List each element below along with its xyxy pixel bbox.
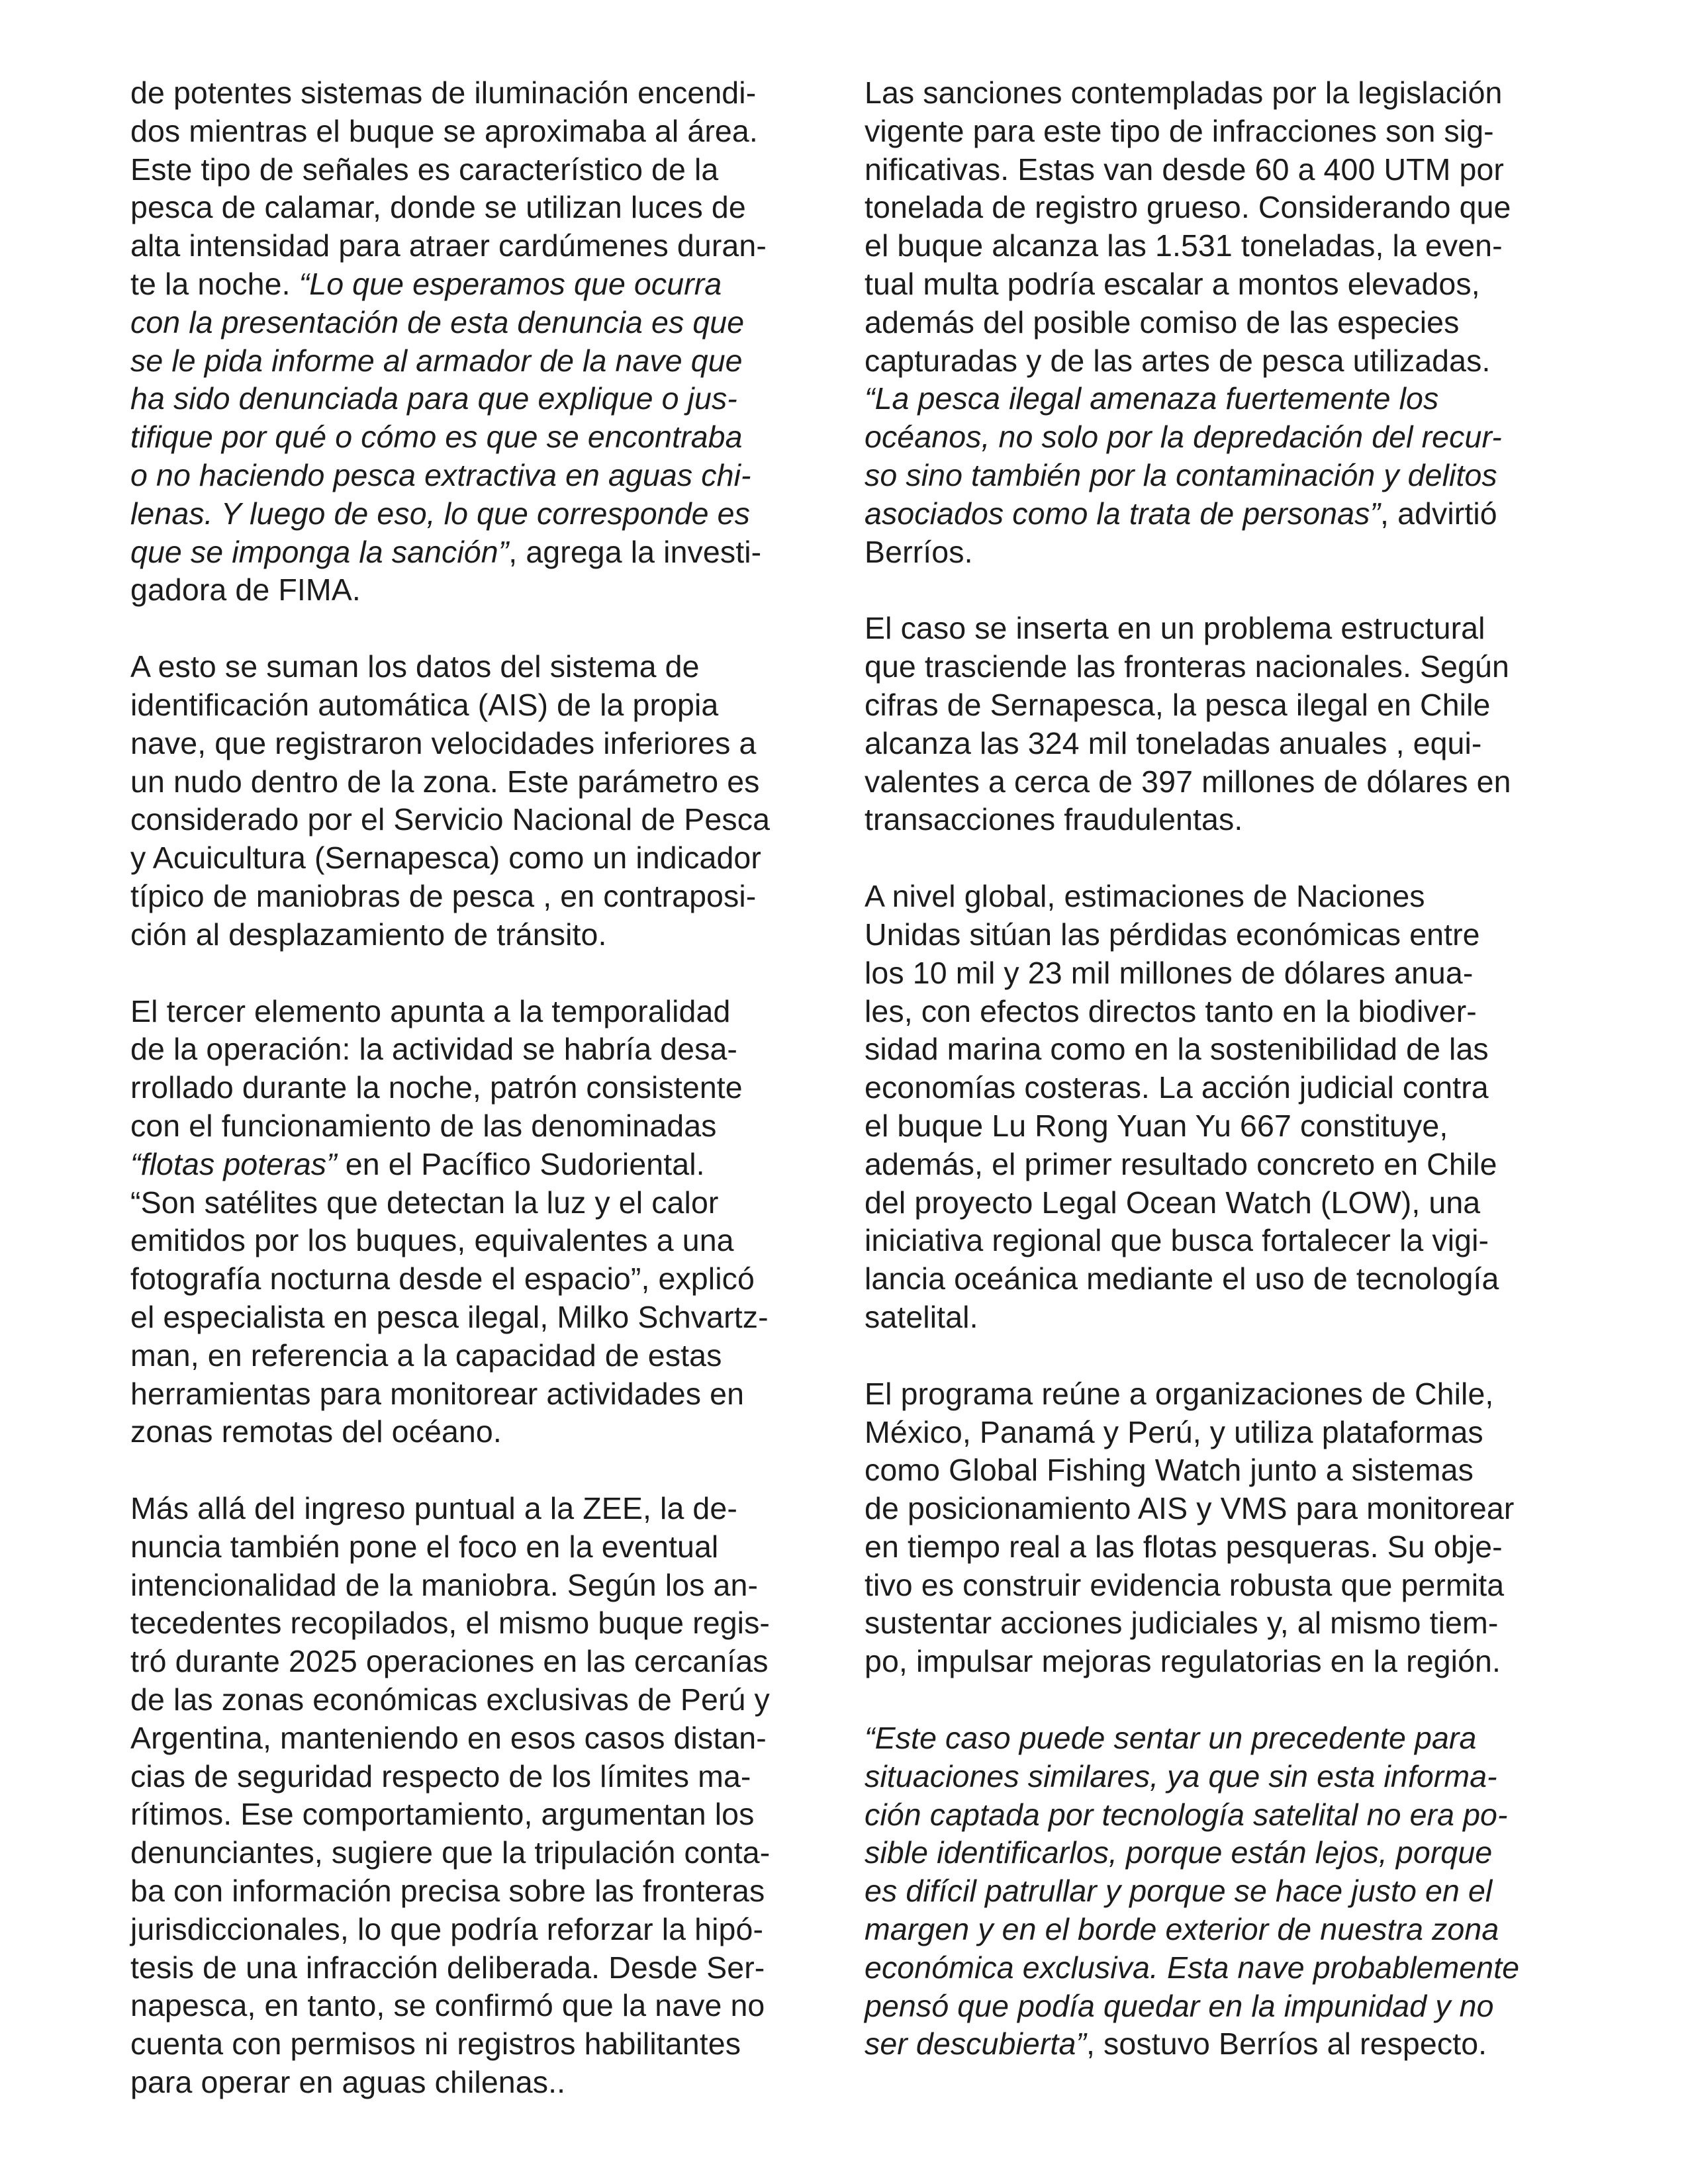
body-text: además del posible comiso de las especies — [865, 304, 1460, 340]
text-line — [130, 380, 832, 418]
text-line — [130, 763, 832, 801]
body-text: Berríos. — [865, 534, 973, 569]
body-text: cuenta con permisos ni registros habilitantes — [130, 2026, 741, 2062]
body-text: les, con efectos directos tanto en la biodiver- — [865, 993, 1477, 1028]
body-text: rítimos. Ese comportamiento, argumentan los — [130, 1797, 755, 1832]
article-paragraph — [130, 993, 832, 1452]
text-line — [130, 74, 832, 113]
body-text: vigente para este tipo de infracciones son sig- — [865, 113, 1494, 148]
quote-text: que se imponga la sanción” — [130, 534, 509, 569]
body-text: cias de seguridad respecto de los límites ma- — [130, 1758, 751, 1794]
body-text: con el funcionamiento de las denominadas — [130, 1108, 717, 1143]
article-paragraph — [130, 648, 832, 954]
article-paragraph — [865, 610, 1593, 839]
body-text: cifras de Sernapesca, la pesca ilegal en Chile — [865, 687, 1491, 722]
text-line — [865, 1069, 1593, 1107]
text-line — [130, 265, 832, 304]
body-text: fotografía nocturna desde el espacio”, explicó — [130, 1261, 755, 1297]
text-line — [865, 151, 1593, 189]
body-text: de potentes sistemas de iluminación encendi- — [130, 75, 757, 110]
body-text: satelital. — [865, 1299, 978, 1334]
body-text: El tercer elemento apunta a la temporalidad — [130, 993, 731, 1028]
text-line — [130, 648, 832, 686]
body-text: gadora de FIMA. — [130, 572, 361, 608]
text-line — [130, 1872, 832, 1911]
text-line — [865, 1107, 1593, 1146]
text-line — [865, 1375, 1593, 1414]
text-line — [865, 418, 1593, 457]
text-line — [865, 1260, 1593, 1298]
text-line — [130, 1413, 832, 1451]
text-line — [865, 2025, 1593, 2064]
text-line — [865, 916, 1593, 954]
text-line — [130, 1987, 832, 2025]
body-text: un nudo dentro de la zona. Este parámetro es — [130, 764, 760, 799]
body-text: Las sanciones contempladas por la legislación — [865, 75, 1503, 110]
body-text: el especialista en pesca ilegal, Milko Schvartz- — [130, 1299, 769, 1334]
text-line — [130, 1604, 832, 1643]
article-paragraph — [865, 1375, 1593, 1681]
body-text: Este tipo de señales es característico de la — [130, 152, 719, 187]
right-column — [865, 74, 1593, 2102]
text-line — [865, 1643, 1593, 1681]
body-text: y Acuicultura (Sernapesca) como un indicador — [130, 841, 761, 876]
body-text: el buque alcanza las 1.531 toneladas, la even- — [865, 228, 1503, 263]
text-line — [130, 1758, 832, 1796]
quote-text: pensó que podía quedar en la impunidad y no — [865, 1988, 1494, 2023]
body-text: en el Pacífico Sudoriental. — [336, 1146, 705, 1181]
body-text: Más allá del ingreso puntual a la ZEE, la de- — [130, 1491, 737, 1526]
quote-text: económica exclusiva. Esta nave probablemente — [865, 1950, 1520, 1985]
body-text: nuncia también pone el foco en la eventual — [130, 1529, 719, 1564]
text-line — [130, 1107, 832, 1146]
body-text: te la noche. — [130, 266, 299, 301]
text-line — [865, 1184, 1593, 1222]
text-line — [865, 993, 1593, 1031]
text-line — [865, 1490, 1593, 1528]
text-line — [865, 1872, 1593, 1911]
text-line — [865, 1604, 1593, 1643]
body-text: que trasciende las fronteras nacionales. Según — [865, 649, 1509, 684]
body-text: sidad marina como en la sostenibilidad de las — [865, 1032, 1489, 1067]
body-text: napesca, en tanto, se confirmó que la nave no — [130, 1988, 765, 2023]
body-text: alcanza las 324 mil toneladas anuales , equi- — [865, 725, 1482, 760]
body-text: emitidos por los buques, equivalentes a una — [130, 1223, 734, 1258]
article-paragraph — [130, 1490, 832, 2102]
body-text: ción al desplazamiento de tránsito. — [130, 917, 607, 952]
text-line — [865, 74, 1593, 113]
text-line — [130, 1490, 832, 1528]
text-line — [130, 1069, 832, 1107]
text-line — [130, 1796, 832, 1834]
body-text: sustentar acciones judiciales y, al mismo tiem- — [865, 1606, 1499, 1641]
body-text: , sostuvo Berríos al respecto. — [1086, 2026, 1487, 2062]
body-text: nave, que registraron velocidades inferiores a — [130, 725, 757, 760]
quote-text: lenas. Y luego de eso, lo que corresponde es — [130, 496, 750, 531]
text-line — [130, 878, 832, 916]
text-line — [130, 1337, 832, 1375]
text-line — [130, 839, 832, 878]
text-line — [865, 1949, 1593, 1987]
text-line — [130, 2064, 832, 2102]
text-line — [130, 1298, 832, 1337]
body-text: considerado por el Servicio Nacional de Pesca — [130, 802, 771, 837]
body-text: El caso se inserta en un problema estructural — [865, 611, 1485, 646]
text-line — [130, 151, 832, 189]
text-line — [865, 686, 1593, 725]
body-text: tual multa podría escalar a montos elevados, — [865, 266, 1480, 301]
text-line — [130, 1146, 832, 1184]
text-line — [865, 113, 1593, 151]
text-line — [865, 1298, 1593, 1337]
text-line — [130, 304, 832, 342]
body-text: rrollado durante la noche, patrón consistente — [130, 1070, 743, 1105]
text-line — [865, 1719, 1593, 1758]
text-line — [865, 648, 1593, 686]
quote-text: ser descubierta” — [865, 2026, 1087, 2062]
body-text: po, impulsar mejoras regulatorias en la región. — [865, 1644, 1501, 1679]
text-line — [130, 1184, 832, 1222]
text-line — [130, 1719, 832, 1758]
body-text: Argentina, manteniendo en esos casos distan- — [130, 1720, 767, 1755]
body-text: dos mientras el buque se aproximaba al área. — [130, 113, 758, 148]
body-text: iniciativa regional que busca fortalecer la vigi- — [865, 1223, 1489, 1258]
text-line — [865, 1146, 1593, 1184]
text-line — [865, 763, 1593, 801]
quote-text: sible identificarlos, porque están lejos, porque — [865, 1835, 1493, 1870]
body-text: México, Panamá y Perú, y utiliza plataformas — [865, 1414, 1483, 1449]
text-line — [130, 1911, 832, 1949]
body-text: alta intensidad para atraer cardúmenes duran- — [130, 228, 767, 263]
text-line — [865, 725, 1593, 763]
body-text: típico de maniobras de pesca , en contraposi- — [130, 878, 757, 913]
text-line — [865, 1451, 1593, 1490]
text-line — [130, 113, 832, 151]
text-line — [130, 1949, 832, 1987]
body-text: tivo es construir evidencia robusta que permita — [865, 1567, 1505, 1602]
body-text: tesis de una infracción deliberada. Desde Ser- — [130, 1950, 765, 1985]
body-text: intencionalidad de la maniobra. Según los an- — [130, 1567, 759, 1602]
body-text: capturadas y de las artes de pesca utilizadas. — [865, 343, 1491, 378]
text-line — [130, 571, 832, 610]
quote-text: so sino también por la contaminación y delitos — [865, 457, 1497, 492]
body-text: para operar en aguas chilenas.. — [130, 2065, 566, 2100]
text-line — [865, 1834, 1593, 1872]
text-line — [865, 610, 1593, 648]
left-column — [130, 74, 832, 2140]
text-line — [865, 954, 1593, 993]
quote-text: “Este caso puede sentar un precedente para — [865, 1721, 1477, 1756]
quote-text: “La pesca ilegal amenaza fuertemente los — [865, 381, 1439, 416]
text-line — [865, 189, 1593, 227]
body-text: zonas remotas del océano. — [130, 1414, 502, 1449]
text-line — [865, 878, 1593, 916]
body-text: A nivel global, estimaciones de Naciones — [865, 879, 1425, 914]
body-text: tró durante 2025 operaciones en las cercanías — [130, 1644, 769, 1679]
quote-text: “Lo que esperamos que ocurra — [299, 266, 722, 301]
body-text: el buque Lu Rong Yuan Yu 667 constituye, — [865, 1108, 1448, 1143]
body-text: del proyecto Legal Ocean Watch (LOW), una — [865, 1185, 1481, 1220]
quote-text: es difícil patrullar y porque se hace justo en el — [865, 1874, 1493, 1909]
text-line — [865, 1758, 1593, 1796]
text-line — [130, 916, 832, 954]
body-text: man, en referencia a la capacidad de estas — [130, 1338, 722, 1373]
quote-text: con la presentación de esta denuncia es que — [130, 304, 745, 340]
article-paragraph — [130, 74, 832, 610]
text-line — [130, 1681, 832, 1719]
text-line — [865, 1911, 1593, 1949]
body-text: identificación automática (AIS) de la propia — [130, 687, 719, 722]
body-text: además, el primer resultado concreto en Chile — [865, 1146, 1497, 1181]
body-text: los 10 mil y 23 mil millones de dólares anua- — [865, 955, 1474, 990]
text-line — [130, 2025, 832, 2064]
text-line — [130, 418, 832, 457]
body-text: lancia oceánica mediante el uso de tecnología — [865, 1261, 1499, 1297]
body-text: economías costeras. La acción judicial contra — [865, 1070, 1489, 1105]
text-line — [865, 380, 1593, 418]
text-line — [865, 495, 1593, 533]
text-line — [130, 495, 832, 533]
quote-text: ción captada por tecnología satelital no era po- — [865, 1797, 1508, 1832]
text-line — [865, 265, 1593, 304]
body-text: tecedentes recopilados, el mismo buque regis- — [130, 1606, 771, 1641]
text-line — [130, 993, 832, 1031]
body-text: Unidas sitúan las pérdidas económicas entre — [865, 917, 1480, 952]
body-text: valentes a cerca de 397 millones de dólares en — [865, 764, 1511, 799]
quote-text: océanos, no solo por la depredación del recur- — [865, 420, 1502, 455]
body-text: como Global Fishing Watch junto a sistemas — [865, 1453, 1474, 1488]
text-line — [130, 1834, 832, 1872]
body-text: A esto se suman los datos del sistema de — [130, 649, 700, 684]
body-text: nificativas. Estas van desde 60 a 400 UTM por — [865, 152, 1504, 187]
text-line — [865, 801, 1593, 839]
text-line — [865, 227, 1593, 265]
body-text: pesca de calamar, donde se utilizan luces de — [130, 190, 746, 225]
text-line — [865, 304, 1593, 342]
body-text: denunciantes, sugiere que la tripulación conta- — [130, 1835, 771, 1870]
text-line — [865, 1528, 1593, 1567]
text-line — [130, 227, 832, 265]
quote-text: se le pida informe al armador de la nave que — [130, 343, 743, 378]
article-paragraph — [865, 1719, 1593, 2064]
quote-text: margen y en el borde exterior de nuestra zona — [865, 1912, 1499, 1947]
text-line — [130, 189, 832, 227]
text-line — [865, 342, 1593, 381]
text-line — [130, 1030, 832, 1069]
body-text: en tiempo real a las flotas pesqueras. Su obje- — [865, 1529, 1503, 1564]
text-line — [130, 686, 832, 725]
body-text: tonelada de registro grueso. Considerando que — [865, 190, 1511, 225]
text-line — [130, 725, 832, 763]
quote-text: situaciones similares, ya que sin esta informa- — [865, 1758, 1497, 1794]
body-text: “Son satélites que detectan la luz y el calor — [130, 1185, 719, 1220]
text-line — [130, 1260, 832, 1298]
text-line — [130, 533, 832, 572]
article-paragraph — [865, 74, 1593, 571]
text-line — [865, 533, 1593, 572]
text-line — [130, 1567, 832, 1605]
body-text: de posicionamiento AIS y VMS para monitorear — [865, 1491, 1515, 1526]
quote-text: o no haciendo pesca extractiva en aguas chi- — [130, 457, 751, 492]
quote-text: asociados como la trata de personas” — [865, 496, 1381, 531]
body-text: de la operación: la actividad se habría desa- — [130, 1032, 737, 1067]
text-line — [865, 1567, 1593, 1605]
text-line — [130, 1643, 832, 1681]
quote-text: ha sido denunciada para que explique o jus- — [130, 381, 737, 416]
text-line — [130, 1528, 832, 1567]
article-paragraph — [865, 878, 1593, 1337]
text-line — [130, 1222, 832, 1260]
text-line — [130, 801, 832, 839]
body-text: jurisdiccionales, lo que podría reforzar la hipó- — [130, 1911, 764, 1946]
quote-text: “flotas poteras” — [130, 1146, 337, 1181]
text-line — [865, 1796, 1593, 1835]
body-text: transacciones fraudulentas. — [865, 802, 1243, 837]
text-line — [130, 1375, 832, 1414]
body-text: , advirtió — [1380, 496, 1497, 531]
body-text: El programa reúne a organizaciones de Chile, — [865, 1376, 1494, 1411]
body-text: herramientas para monitorear actividades en — [130, 1376, 745, 1411]
text-line — [130, 457, 832, 495]
text-line — [865, 1414, 1593, 1452]
quote-text: tifique por qué o cómo es que se encontraba — [130, 420, 743, 455]
body-text: de las zonas económicas exclusivas de Perú y — [130, 1682, 770, 1717]
text-line — [130, 342, 832, 381]
text-line — [865, 457, 1593, 495]
body-text: , agrega la investi- — [508, 534, 762, 569]
body-text: ba con información precisa sobre las fronteras — [130, 1874, 765, 1909]
text-line — [865, 1987, 1593, 2026]
text-line — [865, 1030, 1593, 1069]
text-line — [865, 1222, 1593, 1260]
